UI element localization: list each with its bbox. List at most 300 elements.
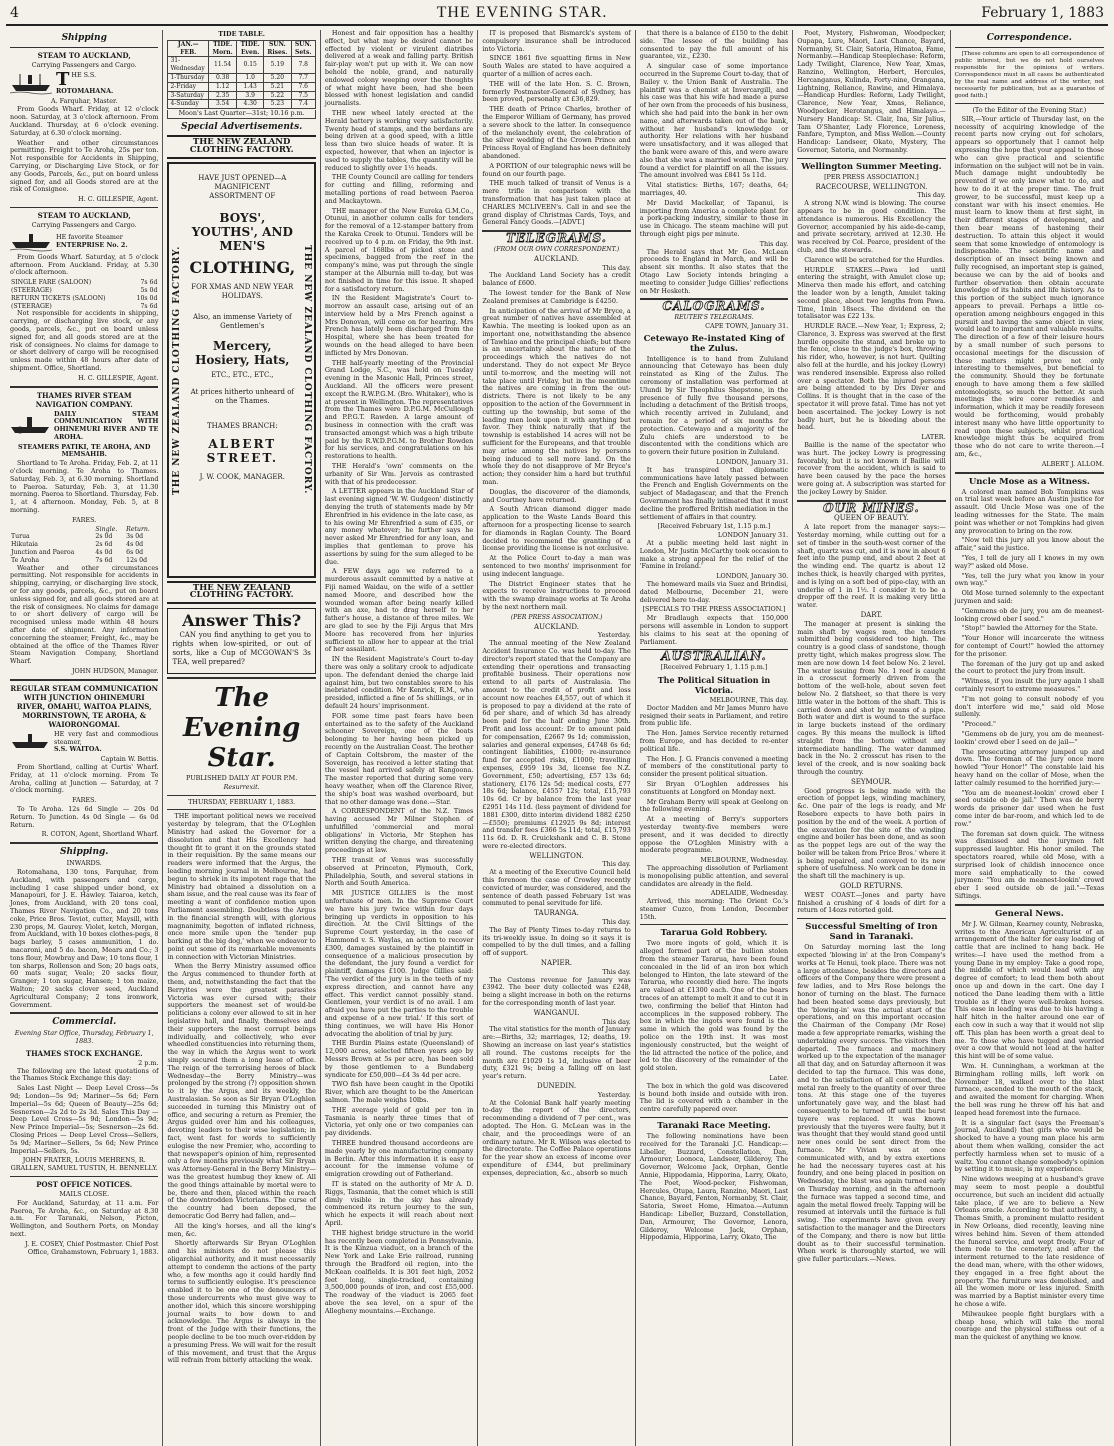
tide-cell: 1-Thursday [168, 73, 209, 82]
tide-cell: 3.9 [237, 91, 264, 100]
fare-row [10, 279, 158, 287]
post-office-sign: J. E. COSEY, Chief Postmaster. Chief Post Office, Grahamstown, February 1, 1883. [25, 1239, 159, 1256]
telegram-paragraph: The lowest tender for the Bank of New Zealand premises at Cambridge is £4250. [482, 288, 631, 305]
editorial-leader [167, 813, 315, 1365]
later-body: The box in which the gold was discovered is bound both inside and outside with iron. The lid is covered with a chamber in the centre carefully papered over. [639, 1081, 789, 1114]
ad3-notice: Weather and other circumstances permitting. Not responsible for accidents in shipping, carrying, or discharging live stock, or for any goods, parcels, &c., put on board unless signed for, and all goods stored are at the risk of consignees. No claims for damage to or short delivery of cargo will be recognised unless made within 48 hours after date of shipment. Any information concerning the steamer, Freight, &c., may be obtained at the office of the Thames River Steam Navigation Company, Shortland Wharf. [10, 563, 159, 666]
ad2-ship-line: HE favorite Steamer [56, 232, 123, 241]
tel-date-wellington: This day. [602, 860, 631, 869]
fare-cell: 6s 0d [126, 549, 144, 557]
wellington-body: At a meeting of the Executive Council held this forenoon the case of Crowley recently convicted of murder, was considered, and the sentence of death passed February 1st was commuted to penal servitude for life. [482, 868, 631, 908]
column-1 [6, 30, 163, 1446]
telegram-paragraph: In anticipation of the arrival of Mr Bryce, a great number of natives have assembled at Kawhia. The meeting is looked upon as an important one, notwithstanding the absence of Tawhiao and the principal chiefs; but there is an uncertainty about the nature of the proceedings which the natives do not understand. They do not expect Mr Bryce until to-morrow, and the meeting will not take place until Friday, but in the meantime the natives are coming in from the out-districts. There is not likely to be any opposition to the action of the Government in cutting up the township, but some of the leading men look upon it with anything but favor. They think naturally that if the township is established 14 acres will not be sufficient for the Europeans, and that trouble may arise among the natives by persons being induced to sell more land. On the whole they do not disapprove of Mr Bryce's action; they consider him a hard but truthful man. [482, 306, 631, 487]
fare-cell: 7s 6d [95, 556, 113, 564]
editorial-paragraph: All the king's horses, and all the king's men, &c. [167, 1221, 316, 1238]
fare-label: (STEERAGE) [11, 302, 52, 310]
reuters: REUTER'S TELEGRAMS. [674, 314, 754, 322]
fare-header-cell: Return. [126, 525, 150, 533]
seymour-header: SEYMOUR. [850, 777, 892, 786]
ad1-title: STEAM TO AUCKLAND, [37, 51, 131, 60]
news-paragraph: Wm. H. Cunningham, a workman at the Birmingham rolling mills, left work on November 18, walked over to the blast furnace, ascended to the mouth of the stack, and awaited the moment for charging. When the bell was rung he threw off his hat and leaped head foremost into the furnace. [954, 1062, 1105, 1117]
news-paragraph: THE Burdin Plains estate (Queensland) of 12,000 acres, selected fifteen years ago by Messrs Brown at 5s per acre, has been sold by those gentlemen to a Bundaberg syndicate for £50,000—£4 3s 4d per acre. [324, 1039, 474, 1079]
telegram-paragraph: At the Police Court to-day a man was sentenced to two months' imprisonment for using indecent language. [482, 554, 631, 578]
issue-date: February 1, 1883 [981, 5, 1104, 21]
tide-cell: 5.22 [264, 91, 291, 100]
telegram-paragraph: A South African diamond digger made application to the Waste Lands Board this afternoon for a prospecting license to search for diamonds in Raglan County. The Board decided to recommend the granting of a license providing the license is not exclusive. [482, 505, 631, 553]
news-paragraph: IN the Resident Magistrate's Court to-morrow an assault case, arising out of an interview held by a Mrs French against a Mrs Donovan, will come on for hearing. Mrs French has lately been discharged from the Hospital, where she has been treated for wounds on the head alleged to have been inflicted by Mrs Donovan. [324, 294, 474, 357]
iron-sand-body: On Saturday morning last the long expected 'blowing in' at the Iron Company's works at Te Henui, took place. There was not a large attendance, besides the directors and officers of the Company there were present a few ladies, and to Mrs Rose belongs the honor of turning on the blast. The furnace had been heated some days previously, but the 'blowing-in' was the actual start of the operations, and on this important occasion the Chairman of the Company (Mr Rose) made a few appropriate remarks, wishing the undertaking every success. The visitors then departed. The furnace and machinery worked up to the expectation of the manager all that day, and on Saturday afternoon it was decided to tap the furnace. This was done, and to the satisfaction of all concerned, the metal ran freely to the quantity of over three tons. At this stage one of the tuyeres unfortunately gave way, and the blast had consequently to be turned off until the burst tuyere was replaced. It was known previously that the tuyeres were faulty, but it was thought that they would stand good until new ones could be sent direct from the furnace. Mr Vivian was at once communicated with, and by extra exertions he had the necessary tuyeres cast at his foundry, and one being placed in position on Wednesday, the blast was again turned early on Thursday morning, and in the afternoon the furnace was tapped a second time, and again the metal flowed freely. Tapping will be resumed at intervals until the furnace is full swing. The experiments have given every satisfaction to the manager and the Directors of the Company, and there is now but little doubt as to their successful termination. When work is thoroughly started, we will give fuller particulars.—News. [797, 943, 946, 1264]
tide-cell: 5.23 [264, 100, 291, 109]
ad1-ship-block [10, 68, 158, 96]
ad1-agent: H. C. GILLESPIE, Agent. [78, 195, 159, 204]
gold-returns-body: WEST COAST.—Jones and party have finished a crushing of 4 loads of dirt for a return of 14ozs retorted gold. [797, 890, 946, 915]
telegram-paragraph: The Auckland Land Society has a credit balance of £600. [482, 271, 631, 288]
answer-title: Answer This? [182, 611, 302, 631]
telegram-paragraph: Sir Bryan O'Loghlen addresses his constituents at Longford on Monday next. [639, 779, 789, 796]
ad1-ship-line: HE S.S. [71, 70, 97, 79]
adelaide-date: ADELAIDE, Wednesday. [710, 889, 789, 898]
fare-header-cell: Single. [95, 525, 118, 533]
tide-header-cell: TIDE. Morn. [209, 40, 237, 57]
melbourne-date: MELBOURNE, This day. [709, 695, 789, 704]
news-paragraph: A LETTER appears in the Auckland Star of last evening signed 'W. W. Gudgeon' distinctly denying the truth of statements made by Mr Ehrenfried in his evidence in the late case, as to his owing Mr Ehrenfried a sum of £35, or any money whatever; he further says he never asked Mr Ehrenfried for any loan, and implies that gentleman to prove his assertions by suing for the sum alleged to be due. [324, 487, 474, 566]
uncle-mose-header: Uncle Mose as a Witness. [968, 476, 1090, 487]
telegrams-body [482, 272, 630, 611]
telegrams-header: TELEGRAMS. [506, 231, 607, 246]
tide-cell: 2.35 [209, 91, 237, 100]
news-paragraph: Vital statistics: Births, 167; deaths, 64; marriages, 40. [639, 181, 789, 197]
news-paragraph: THREE hundred thousand accordeons are made yearly by one manufacturing company in Berlin. After this information it is easy to account for the immense volume of emigration crowding out of Fatherland. [324, 1138, 474, 1179]
calograms-header: CALOGRAMS. [662, 299, 766, 314]
news-paragraph: A singular case of some importance occurred in the Supreme Court to-day, that of Bailey v. the Union Bank of Australia. The plaintiff was a chemist at Invercargill, and his case was that his wife had made a purse of her own from the proceeds of his business, which she had paid into the bank in her own name, and afterwards taken out of the bank, without her husband's knowledge or authority. Her relations with her husband were unsatisfactory, and it was alleged that the bank were aware of this, and were aware also that she was a married woman. The jury found a verdict for plaintiff on all the issues. The amount involved was £841 5s 11d. [639, 62, 789, 180]
tide-cell: 1.12 [209, 82, 237, 91]
news-paragraph: Mr David Mackellar, of Tapanui, is importing from America a complete plant for a pork-packing industry, similar to those in use in Chicago. The steam machine will put through eight pigs per minute. [639, 198, 789, 238]
news-paragraph: IT is stated on the authority of Mr A. D. Riggs, Tasmania, that the comet which is still dimly visible in the sky has already commenced its return journey to the sun, which he expects it will reach about next April. [324, 1179, 474, 1227]
ad4-ship-block [10, 731, 158, 754]
tide-cell: 1.0 [237, 73, 264, 82]
fare-value: 10s 0d [136, 294, 158, 302]
london-body-2: At a public meeting held last night in London, Mr Justin McCarthy took occasion to make a strong appeal for the relief of the 'Famine in Ireland.' [639, 539, 789, 571]
clothing-line5: Mercery, Hosiery, Hats, [195, 338, 290, 367]
ad2-ship-name: ENTERPRISE No. 2. [56, 240, 128, 249]
fare-header-cell [10, 526, 94, 534]
clothing-intro: HAVE JUST OPENED—A MAGNIFICENT ASSORTMENT OF [198, 173, 287, 200]
clothing-line1: BOYS', YOUTHS', AND MEN'S [191, 210, 293, 253]
answer-this-ad [167, 608, 315, 674]
tide-cell: 4.30 [237, 100, 264, 109]
tide-cell: 5.21 [264, 82, 291, 91]
iron-sand-header: Successful Smelting of Iron Sand in Taranaki. [805, 922, 938, 943]
special-ads-header: Special Advertisements. [181, 121, 303, 132]
clothing-side-left: THE NEW ZEALAND CLOTHING FACTORY. [172, 244, 183, 495]
ad4-fares-title: FARES. [72, 796, 97, 805]
ad1-body2: Weather and other circumstances permitting. Freight to Te Aroha, 25s per ton. Not responsible for Accidents in Shipping, Carrying, or Discharging Live Stock, or for any Goods, Parcels, &c., put on board unless signed for, and all Goods stored are at the risk of Consignee. [10, 138, 159, 194]
steamship-icon [10, 73, 52, 95]
news-paragraph: that there is a balance of £150 to the debit side. The lessee of the building has consented to pay the full amount of his guarantee, viz., £230. [639, 30, 789, 61]
clothing-ad-body [187, 164, 297, 576]
ad1-body1: From Goods Wharf. Friday, at 12 o'clock noon. Saturday, at 3 o'clock afternoon. From Auckland. Thursday, at 6 o'clock evening. Saturday, at 6.30 o'clock morning. [10, 105, 159, 137]
news-paragraph: THE manager of the New Eureka G.M.Co., Otunui, in another column calls for tenders for the removal of a 12-stamper battery from the Karaka Creek to Otunui. Tenders will be received up to 4 p.m. on Friday, the 9th inst. A parcel of 168lbs of picked stone and specimens, bagged from the reef in the company's mine, was put through the single stamper at the Alburnia mill to-day, but was not finished in time for this issue. It shaped for a satisfactory return. [324, 206, 474, 293]
news-paragraph: Mr J. W. Gilman, Kearney county, Nebraska, writes to the American Agriculturist of an arrangement of the halter for easy loading of cattle that are inclined to hang back. He writes:—I have used the method from a young Dane in my employ: Take a good rope, the middle of which would lead with any degree of comfort; to lead them both about once up and down in the cart. One day I noticed the Dane leading them with a little trouble as if they were well-broken horses. This ease in leading was due to his having a half hitch in the halter around one ear of each cow in such a way that it would not slip off. This plan has been worth a great deal to me. To those who have tugged and worried over a cow that would not lead at the halter this hint will be of some value. [954, 919, 1105, 1061]
story-paragraph: "Gemmens ob de jury, you am de meanest-looking crowd ober I seed." [954, 606, 1105, 623]
tide-cell: 31-Wednesday [168, 57, 209, 74]
correspondence-header: Correspondence. [986, 33, 1072, 43]
fare-cell: 3s 0d [126, 533, 144, 541]
shipping-header: Shipping. [60, 847, 109, 858]
correspondence-note: [These columns are open to all correspondence of public interest, but we do not hold ourselves responsible for the opinions of writers. Correspondence must in all cases be authenticated by the real name and address of the writer, not necessarily for publication, but as a guarantee of good faith.] [954, 51, 1105, 99]
tide-cell: 5.20 [264, 73, 291, 82]
news-paragraph: IN the Resident Magistrate's Court to-day there was only a solitary crook to adjudicate upon. The defendant denied the charge laid against him, but two constables swore to his inebriated condition. Mr Kenrick, R.M., who presided, inflicted a fine of 5s shillings, or in default 24 hours' imprisonment. [324, 655, 474, 710]
clothing-branch: THAMES BRANCH: [207, 421, 278, 430]
evening-star-title: The Evening Star. [182, 682, 301, 773]
dunedin-body: At the Colonial Bank half yearly meeting to-day the report of the directors, recommending a dividend of 7 per cent., was adopted. The Hon. G. McLean was in the chair, and the proceedings were of an ordinary nature. Mr R. Wilson was elected to the directorate. The Coffee Palace operations for the year show an excess of income over expenditure of £344, but preliminary expenses, depreciation, &c., absorb so much [482, 1098, 631, 1177]
columns [6, 30, 1108, 1446]
race-meeting-cont: Poet, Mystery, Fishwoman, Woodpecker, Oupapa, Lure, Maori, Last Chance, Bayard, Normanby, St. Clair, Satoria, Himatoa, Fame, Normanby.—Handicap Steeplechase: Reform, Lady Twilight, Clarence, New Year, Xmas, Ranzino, Wellington, Herbert, Hercules, Hercanganus, Kulinda, Forty-nine, Orangana, Lightning, Reliance, Rawine, and Himalaya.—Handicap Hurdles: Reform, Lady Twilight, Clarence, New Year, Xmas, Reliance, Woodpecker, Herotangus, and Himalaya.—Nursery Handicap: St. Clair, Ina, Sir Julius, Tam O'Shanter, Lady Florence, Loreness, Fanfare, Tympton, and Miss Wellon.—County Handicap: Landseer, Okato, Mystery, The Governor, Satoria, and Normanby. [797, 30, 946, 154]
ad2-agent: H. C. GILLESPIE, Agent. [78, 373, 159, 382]
news-paragraph: IT is proposed that Bismarck's system of compulsory insurance shall be introduced into Victoria. [482, 30, 631, 53]
news-paragraph: Milwaukee people fight burglars with a cheap hose, which will take the moral courage and the physical stiffness out of a man the quickest of anything we know. [954, 1309, 1105, 1342]
tel-place-auckland: AUCKLAND. [534, 254, 580, 263]
clothing-line2: CLOTHING, [189, 257, 296, 277]
tide-header-cell: JAN.—FEB. [168, 40, 209, 57]
tel-place-dunedin: DUNEDIN. [537, 1082, 577, 1090]
race-meeting-header: Taranaki Race Meeting. [657, 1121, 771, 1132]
clothing-factory-bottom: THE NEW ZEALAND CLOTHING FACTORY. [167, 581, 315, 605]
tide-cell: 3.54 [209, 100, 237, 109]
column-2 [163, 30, 320, 1446]
tel-place-tauranga: TAURANGA. [534, 909, 579, 918]
news-paragraph: THE death of Prince Charles, brother of the Emperor William of Germany, has proved a severe shock to the latter. In consequence of the melancholy event, the celebration of the silver wedding of the Crown Prince and Princess Royal of England has been definitely abandoned. [482, 105, 631, 160]
ad3-body: DAILY STEAM COMMUNICATION WITH OHINEMURI RIVER AND TE AROHA. [54, 409, 159, 441]
ad4-body: From Shortland, calling at Curtis' Wharf. Friday, at 11 o'clock morning. From Te Aroha, calling at Junction — Saturday, at 7 o'clock morning. [10, 762, 159, 795]
tel-date-wanganui: This day. [602, 1017, 631, 1026]
later-body-6: Baillie is the name of the spectator who was hurt. The jockey Lowry is progressing favorably, but it is not known if Baillie will recover from the accident, which is said to have been caused by the pace the horses were going at. A subscription was started for the jockey Lowry by Snider. [797, 441, 946, 496]
news-paragraph: A CORRESPONDENT of the N.Z. Times having accused Mr Milner Stephen of unfulfilled 'commercial and moral obligations' in Victoria, Mr Stephen has written denying the charge, and threatening proceedings at law. [324, 807, 474, 855]
tide-row [168, 100, 315, 109]
herald-para: The Herald says that Mr Geo. McLean proceeds to England in March, and will be absent six months. It also states that the Otago Law Society intends bringing a meeting to consider Judge Gillies' reflections on Mr Hesketh. [639, 247, 789, 295]
fare-cell: Junction and Paeroa [11, 549, 75, 557]
ad2-ship-block [10, 232, 158, 252]
tide-row [168, 73, 315, 82]
story-paragraph: A colored man named Bob Tompkins was on trial last week before an Austin justice for assault. Old Uncle Mose was one of the leading witnesses for the State. The main point was whether or not Tompkins had given any provocation to bring on the row. [954, 487, 1105, 535]
tel-date-2: Yesterday. [597, 631, 631, 640]
column-6 [793, 30, 950, 1446]
uncle-mose-body [955, 489, 1104, 901]
story-paragraph: "You am de meanest-lookin' crowd eber I seed outside ob de jail." Then was de berry words de prisoner dar used when he fust come inter de bar-room, and which led to de row." [954, 788, 1105, 828]
story-paragraph: "I'm not going to consult nobody ef you don't interfere wid me," said old Mose sullenly. [954, 694, 1105, 719]
story-paragraph: "Stop!" bawled the Attorney for the State. [961, 624, 1098, 633]
story-paragraph: "Now tell this jury all you know about the affair," said the justice. [954, 536, 1105, 553]
race-paragraph: A strong N.W. wind is blowing. The course appears to be in good condition. The attendance is numerous. His Excellency the Governor, accompanied by his aide-de-camp, and private secretary, arrived at 12.30. He was received by Col. Pearce, president of the club, and the stewards. [797, 199, 946, 254]
clothing-factory-top: THE NEW ZEALAND CLOTHING FACTORY. [167, 135, 315, 159]
story-paragraph: Old Mose turned solemnly to the expectant jurymen and said: [954, 589, 1105, 606]
fare-value: 7s 6d [140, 279, 158, 287]
london-body-1: It has transpired that diplomatic communications have lately passed between the French and English Governments on the subject of Madagascar, and that the French Government has finally intimated that it must decline the proffered British mediation in the settlement of affairs in that country. [639, 465, 789, 521]
fare-cell: 12s 0d [126, 556, 148, 564]
clothing-line7: At prices hitherto unheard of on the Thames. [190, 387, 295, 405]
tel-place-auckland-2: AUCKLAND. [534, 622, 580, 631]
editorial-date: THURSDAY, FEBRUARY 1, 1883. [188, 797, 296, 806]
tide-row [168, 91, 315, 100]
fare-cell: 2s 6d [95, 541, 113, 549]
news-paragraph: THE highest bridge structure in the world has recently been completed in Pennsylvania. It is the Kinzua viaduct, on a branch of the New York and Lake Erie railroad, running through the Bradford oil region, into the McKean coalfields. It is 301 feet high, 2052 feet long, single-tracked, containing 3,500,000 pounds of iron, and cost £55,000. The roadway of the viaduct is 2065 feet above the sea level, on a spur of the Allegheny mountains.—Exchange. [324, 1228, 474, 1315]
ad3-agent: JOHN HUDSON, Manager. [71, 667, 159, 675]
victoria-body [640, 705, 788, 855]
editorial-paragraph: Shortly afterwards Sir Bryan O'Loghlen and his ministers do not please this oligarchial authority, and it must necessarily attempt to condemn the actions of the party who, a few months ago it could hardly find terms to sufficiently eulogise. It's prescience enabled it to be one of the denouncers of those undercurrents who must give way to another idol, which this sincere worshipping journal waits to bow down to and acknowledge. The Argus is always in the front of the Judge with their functions, the people decline to be too much over-ridden by a presuming Press. We will wait for the result of this movement, and trust that the Argus will refrain from bitterly attacking the weak. [167, 1239, 316, 1365]
ad1-ship-name: ROTOMAHANA. [56, 86, 114, 95]
fare-label: (STEERAGE) [11, 286, 52, 294]
moon-phase: Moon's Last Quarter—31st; 10.16 p.m. [167, 110, 315, 119]
local-news [325, 30, 473, 1316]
news-paragraph: THE half-yearly meeting of the Provincial Grand Lodge, S.C., was held on Tuesday evening in the Masonic Hall, Princes street, Auckland. All the officers were present except the R.W.P.G.M. (Bro. Whitaker), who is at present in Wellington. The representatives from the Thames were D.P.G.M. McCullough and P.P.G.T. Rawden. A large amount of business in connection with the craft was transacted amongst which was a high tribute paid by the R.W.D.P.G.M. to Brother Rowden for his services, and congratulations on his restorations to health. [324, 358, 474, 461]
news-paragraph: Honest and fair opposition has a healthy effect, but what may be desired cannot be effected by violent or virulent diatribes delivered at a weak and falling party. British fair-play won't put up with it. We can now behold the noble, grand, and naturally endowed colony weeping over the thoughts of what might have been, had she been blessed with honest legislation and candid journalists. [324, 30, 474, 108]
napier-body: The Customs revenue for January was £3942. The beer duty collected was £248, being a slight increase in both on the returns for the corresponding month of last year. [482, 975, 631, 1008]
melbourne-body-2: The approaching dissolution of Parliament is monopolising public attention, and several candidates are already in the field. [639, 863, 789, 888]
queen-of-beauty-body: A late report from the manager says:— Yesterday morning, while cutting out for a set of timber in the south-west corner of the shaft, quartz was cut, and it is now in about 6 feet into the pump end, and about 2 feet at the winding end. The quartz is about 12 inches thick, is heavily charged with pyrites, and is lying on a soft bed of pipe-clay, with an underlie of 1 in 1½. I consider it to be a dropper off the reef. It is making very little water. [797, 523, 946, 610]
fare-cell: Turua [11, 533, 30, 541]
telegram-paragraph: The Hon. James Service recently returned from Europe, and has decided to re-enter political life. [639, 729, 789, 753]
ad4-captain: Captain W. Bettis. [100, 755, 159, 764]
race-paragraph: HURDLE STAKES.—Pawa led until entering the straight, with Amulet close up; Minerva then made his effort, and catching the leader won by a length, Amulet taking second place, about two lengths from Pawa. Time, 1min 18secs. The dividend on the totalisator was £22 13s. [797, 265, 946, 321]
tide-cell: 7.5 [291, 91, 315, 100]
newspaper-title: THE EVENING STAR. [436, 4, 608, 21]
tide-row [168, 57, 315, 74]
tide-row [168, 82, 315, 91]
correspondence-to: (To the Editor of the Evening Star.) [972, 106, 1087, 114]
cetewayo-header: Cetewayo Re-instated King of the Zulus. [643, 333, 785, 354]
ad3-ship-block [10, 411, 158, 442]
ad1-master: A. Farquhar, Master. [50, 96, 118, 105]
ad1-dropcap: T [56, 68, 70, 90]
tide-cell: 7.4 [291, 100, 315, 109]
fare-label: RETURN TICKETS (SALOON) [11, 294, 106, 302]
news-paragraph: THE new wheel lately erected at the Herald battery is working very satisfactorily. Twenty head of stamps, and the berdans are being driven at a good speed, with a little less than two sluice heads of water. It is expected, however, that when an injector is used to supply the tables, the quantity will be reduced to slightly over 1½ heads. [324, 108, 474, 172]
dart-header: DART. [860, 610, 883, 619]
fare-cell: 2s 0d [95, 533, 113, 541]
story-paragraph: "Yes, tell the jury what you know in your own way." [954, 571, 1105, 588]
tide-header-cell: SUN. Sets. [291, 40, 315, 57]
tide-cell: 7.8 [291, 57, 315, 74]
tel-place-napier: NAPIER. [540, 959, 573, 968]
clothing-manager: J. W. COOK, MANAGER. [199, 472, 285, 481]
tel-place-wellington: WELLINGTON. [529, 851, 584, 860]
ad2-subtitle: Carrying Passengers and Cargo. [31, 220, 137, 229]
correspondence-body: SIR,—Your article of Thursday last, on the necessity of acquiring knowledge of the recent parts now crying out for scholars, appears so opportunely that I cannot help expressing the hope that your appeal to those who can give practical and scientific information on the subject will not be in vain. Much damage might undoubtedly be prevented if we only knew what to do, and how to do it at the proper time. The fruit grower, to be successful, must keep up a constant war with his insect enemies. He must learn to know them at first sight, in their different stages of development, and then bear means of hastening their destruction. To attain this object it would seem that some knowledge of entomology is indispensable. The scientific name and description of an insect being known and fully recognised, an important step is gained, because we can by the aid of books and further observation then obtain accurate knowledge of its habits and life history. As to this portion of the subject much ignorance appears to prevail. Perhaps a little co-operation among neighbours engaged in this pursuit and having the same object in view, would lead to important and valuable results. The direction of a few of their leisure hours by a small number of such persons to occasional meetings for the discussion of these matters might prove not only interesting to themselves, but beneficial to the community. Should they be fortunate enough to have among them a few skilled entomologists, so much the better. At such meetings the wire corer remedies and information, which it may be readily foreseen would be forthcoming, would probably interest many who have little opportunity to read upon these subjects, whilst practical knowledge might thus be acquired from those who do not care to write thereon.—I am, &c., [954, 114, 1105, 459]
tide-cell: 7.6 [291, 82, 315, 91]
tel-date-napier: This day. [602, 967, 631, 976]
tide-cell: 0.15 [237, 57, 264, 74]
news-paragraph: Nine widows weeping at a husband's grave may seem to most people a doubtful occurrence, but such an incident did actually take place, if we are to believe a New Orleans oracle. According to that authority, a Thomas Smith, a prominent mulatto resident in New Orleans, died recently, leaving nine wives behind him. Seven of them attended the funeral service, and wept freely. Four of them rode to the cemetery, and after the interment returned to the late residence of the dead man, where, with the other widows, they engaged in a free fight about the property. The furniture was demolished, and all the women more or less injured. Smith was married by a Baptist minister every time he chose a wife. [954, 1175, 1105, 1308]
stock-exchange-names: JOHN FRATER, LOUIS MEHRENS, R. GRALLEN, SAMUEL TUSTIN, H. BENNELLY. [10, 1156, 158, 1173]
ad2-notice: Not responsible for accidents in shipping, carrying, or discharging live stock, or any goods, parcels, &c., put on board unless signed for, and all goods stored are at the risk of consignees. No claims for damage to or short delivery of cargo will be recognised unless made within 48 hours after date of shipment. Office, Shortland. [10, 309, 159, 372]
story-paragraph: The foreman sat down quick. The witness was dismissed and the jurymen felt suppressed laughter. His honor smiled. The spectators roared, while old Mose, with a surprised look of childish innocence once more said emphatically to the cowed jurymen: "You am de meanest-lookin' crowd eber I seed outside ob de jail."—Texas Siftings. [954, 829, 1105, 900]
ad3-fare-table [10, 526, 158, 565]
ad3-times: Shortland to Te Aroha. Friday, Feb. 2, at 11 o'clock morning. Te Aroha to Thames. Saturday, Feb. 3, at 6.30 morning. Shortland to Paeroa. Saturday, Feb. 3, at 11.30 morning. Paeroa to Shortland. Thursday, Feb. 1, at 4 afternoon. Monday, Feb. 5, at 8 morning. [10, 459, 159, 515]
stock-exchange-time: 2 p.m. [138, 1058, 159, 1067]
news-paragraph: MR JUSTICE GILLIES is the most unfortunate of men. In the Supreme Court we have his jury twice within four days bringing up verdicts in opposition to his direction. At the Civil Sittings of the Supreme Court yesterday, in the case of Hammond v. S. Waylas, an action to recover £300, damages sustained by the plaintiff in consequence of a malicious prosecution by the defendant, the jury found a verdict for plaintiff, damages £100. Judge Gillies said: 'The verdict of the jury is in the teeth of my express direction, and cannot have any effect. This verdict cannot possibly stand. Gentlemen, your verdict is of no avail. I am afraid you have put the parties to the trouble and expense of a new trial.' If this sort of thing continues, we will have His Honor advocating the abolition of trial by jury. [324, 889, 474, 1038]
race-paragraph: Clarence will be scratched for the Hurdles. [804, 255, 945, 264]
masthead [6, 4, 1108, 26]
news-paragraph: THE County Council are calling for tenders for cutting and filling, reforming and metalling portions of road between Paeroa and Mackaytown. [324, 173, 474, 205]
ad4-ship-line: HE very fast and commodious steamer, [54, 729, 159, 746]
wellington-meeting-header: Wellington Summer Meeting. [801, 161, 942, 172]
stock-exchange-title: THAMES STOCK EXCHANGE. [25, 1048, 143, 1058]
news-paragraph: FOR some time past fears have been entertained as to the safety of the Auckland schooner Sovereign, one of the boats belonging to her having been picked up recently on the Australian Coast. The brother of Captain Coltsbrom, the master of the Sovereign, has received a letter stating that the vessel had arrived safely at Rangoona. The master reported that during some very heavy weather, when off the Clarence River, the ship's boat was washed overboard, but that no other damage was done.—Star. [324, 711, 474, 806]
wanganui-body: The vital statistics for the month of January are:—Births, 32; marriages, 12; deaths, 19. Showing an increase on last year's statistics all round. The customs receipts for the month are £1029 1s 1d, inclusive of beer duty, £321 9s; being a falling off on last year's return. [482, 1025, 631, 1081]
column-4 [478, 30, 635, 1446]
tauranga-body: The Bay of Plenty Times to-day returns to its tri-weekly issue. In doing so it says it is compelled to by the dull times, and a falling off of support. [482, 925, 631, 958]
tide-table [167, 40, 315, 109]
ad2-title: STEAM TO AUCKLAND, [37, 210, 131, 220]
london-body-3: The homeward mails via Suez and Brindisi, dated Melbourne, December 21, were delivered here to-day. [639, 580, 789, 604]
fare-value: 7s 6d [140, 302, 158, 310]
race-meeting-body: The following nominations have been received for the Taranaki J.C. Handicap:— Libeller, Buzzard, Constellation, Dan, Armourer, Loonoca, Landseer, Gilderoy, The Governor, Welcome Jack, Orphan, Gentle Annie, Hippodamia, Hipporina, Larry, Okato, The Poet, Wood-pecker, Fishwoman, Hercules, Otupa, Laura, Ranzino, Maori, Last Chance, Bayard, Fenton, Normanby, St. Clair, Satoria, Sweet Home, Himatoa.—Autumn Handicap: Libeller, Buzzard, Constellation, Dan, Armourer, The Governor, Lenora, Gilderoy, Welcome Jack, Orphan, Hippodamia, Hipporina, Larry, Okato, The [639, 1132, 789, 1242]
steamship-icon [10, 415, 50, 437]
fare-row [10, 533, 158, 541]
fare-row [10, 549, 158, 557]
steamship-icon [10, 732, 50, 752]
london-date-1: LONDON, January 31. [716, 458, 789, 467]
clothing-side-right: THE NEW ZEALAND CLOTHING FACTORY. [302, 244, 313, 495]
section-shipping-header: Shipping [61, 33, 107, 43]
news-paragraph: A PORTION of our telegraphic news will be found on our fourth page. [482, 161, 631, 178]
evening-star-sub: PUBLISHED DAILY AT FOUR P.M. [186, 773, 298, 782]
tararua-body: Two more ingots of gold, which it is alleged formed part of the bullion stolen from the steamer Tararua, have been found concealed in the lid of an iron box which belonged to Hinton, the late steward of the Tararua, who recently died here. The ingots are valued at £1300 each. One of the bears traces of an attempt to melt it and to cut it in two, confirming the belief that Hinton had accomplices in the supposed robbery. The box in which the ingots were found is the same in which the gold was found by the police on the 19th inst. It was most ingeniously constructed, but the weight of the lid attracted the notice of the police, and led to the discovery of the remainder of the gold stolen. [639, 939, 789, 1073]
local-news-cont [482, 30, 630, 227]
shipping-body: Rotomahana, 130 tons, Farquhar, from Auckland, with passengers and cargo, including 1 case shipped under bond, ex Manapouri, for J. E. Hawley. Taiaroa, ketch, Jones, from Auckland, with 20 tons coal, Thames River Navigation Co., and 20 tons coke, Price Bros. Teviot, cutter, Maysill, with 230 props, M. Gaurey. Violet, ketch, Morgan, from Auckland, with 10 boxes clothes-pegs, 8 bags barley, 5 cases ammunition, 1 do. macaroni, and 5 do. bacon, Mears and Co.; 3 tons flour, Mowbray and Daw; 10 tons flour, 1 ton sharps, Rollenson and Son; 20 bags oats, 60 mats sugar, Vealo; 20 sacks flour, Granger; 1 ton sugar, Hansen; 1 ton maize, Walton; 20 sacks clover seed, Auckland Agricultural Company; 2 tons ironwork, Government. [10, 867, 159, 1009]
received-2: [Received February 1, 1.15 p.m.] [660, 663, 768, 672]
fare-value: 5s 0d [140, 286, 158, 294]
tide-table-title: TIDE TABLE. [218, 30, 266, 38]
tel-date-dunedin: Yesterday. [597, 1090, 631, 1099]
fare-row [10, 287, 158, 295]
london-date-3: LONDON, January 30. [716, 572, 789, 581]
ad1-subtitle: Carrying Passengers and Cargo. [31, 61, 137, 69]
bradlaugh-body: Mr Bradlaugh expects that 150,000 persons will assemble in London to support his claims to his seat at the opening of Parliament. [639, 614, 789, 646]
post-office-body: For Auckland, Saturday, at 11 a.m. For Paeroa, Te Aroha, &c., on Saturday at 8.30 a.m. For Taranaki, Nelson, Picton, Wellington, and Southern Ports, on Monday next. [10, 1198, 159, 1239]
news-paragraph: THE will of the late Hon. S. C. Brown, formerly Postmaster-General of Sydney, has been proved, personalty at £36,829. [482, 79, 631, 104]
tide-cell: 4-Sunday [168, 100, 209, 109]
story-paragraph: "Witness, if you insult the jury again I shall certainly resort to extreme measures." [954, 677, 1105, 693]
commercial-office: Evening Star Office, Thursday, February 1, 1883. [14, 1029, 154, 1046]
dart-body: The manager at present is sinking the main shaft by wages men, the tenders submitted being considered too high. The country is a good class of sandstone, though pretty tight, which makes progress slow. The men are now down 14 feet below No. 2 level. The water issuing from No. 1 reef is caught in a crosscut formerly driven from the bottom of the well-hole, about seven feet below No. 2 flatsheet, so that there is very little water in the bottom of the shaft. This is carried down and shot by means of a pipe. Both water and dirt is wound to the surface in large buckets instead of the ordinary cages. By this means the mullock is lifted straight from the bottom without any intermediate handling. The water dammed back in the No. 2 crosscut has risen to the level of the creek, and is now soaking back through the country. [797, 619, 946, 776]
column-3 [321, 30, 478, 1446]
ad4-ship-name: S.S. WAITOA. [54, 745, 102, 754]
cape-date: CAPE TOWN, January 31. [705, 321, 789, 330]
telegram-paragraph: The District Engineer states that he expects to receive instructions to proceed with the swamp drainage works at Te Aroha by the next northern mail. [482, 579, 631, 611]
telegram-paragraph: Douglas, the discoverer of the diamonds, and Courtney have returned. [482, 487, 631, 504]
london-date-2: LONDON January 31. [717, 531, 789, 540]
story-paragraph: "Yes, I tell de jury all I knows in my own way?" asked old Mose. [954, 554, 1105, 570]
press-association: (PER PRESS ASSOCIATION.) [510, 613, 603, 621]
racecourse-date: This day. [917, 191, 946, 200]
clothing-line3: FOR XMAS AND NEW YEAR HOLIDAYS. [191, 282, 294, 300]
telegram-paragraph: Doctor Madden and Mr James Munro have resigned their seats in Parliament, and retire from public life. [639, 703, 789, 728]
tel-date-tauranga: This day. [602, 918, 631, 927]
news-paragraph: SINCE 1861 five squatting firms in New South Wales are stated to have acquired a quarter of a million of acres each. [482, 54, 631, 78]
fare-row [10, 295, 158, 303]
telegram-paragraph: The Hon. J. G. Francis convened a meeting of members of the constitutional party to consider the present political situation. [639, 754, 789, 779]
ad3-title: THAMES RIVER STEAM NAVIGATION COMPANY. [35, 390, 133, 409]
tide-cell: 5.19 [264, 57, 291, 74]
ad2-body: From Goods Wharf. Saturday, at 5 o'clock afternoon. From Auckland. Friday, at 5.30 o'clock afternoon. [10, 252, 159, 277]
editorial-paragraph: THE important political news we received yesterday by telegram, that the O'Loghlen Ministry had asked the Governor for a dissolution and that His Excellency had thought fit to grant it on the grounds stated in their requisition. By the same means our readers were informed that the Argus, the leading morning journal in Melbourne, had begun to shriek in its impotent rage that the Ministry had obtained a dissolution on a sham issue, and the real cause was its fear of meeting a want of confidence motion upon Parliament assembling. Doubtless the Argus in the financial strength will, with glorious magnanimity, begotten of inflated richness, once more smile upon the 'tender pup barking at the big dog,' when we endeavor to point out some of its remarkable movements in connection with Victorian Ministries. [167, 812, 316, 961]
tide-cell: 0.38 [209, 73, 237, 82]
telegram-paragraph: At a meeting of Berry's supporters yesterday twenty-five members were present, and it was decided to directly oppose the O'Loghlen Ministry with a moderate programme. [639, 815, 789, 855]
clothing-factory-ad [167, 162, 315, 578]
fare-cell: 4s 0d [126, 541, 144, 549]
general-news-body [955, 921, 1104, 1342]
ad3-steamers: STEAMERS PATIKI, TE AROHA, AND MEMSAHIB. [17, 442, 151, 459]
tide-cell: 11.54 [209, 57, 237, 74]
tide-cell: 7.7 [291, 73, 315, 82]
received-1: [Received February 1st, 1.15 p.m.] [657, 522, 771, 531]
melbourne-date-2: MELBOURNE, Wednesday. [700, 856, 789, 865]
fare-cell: Hikutaia [11, 541, 38, 549]
telegram-paragraph: Mr Graham Berry will speak at Geelong on the following evening. [639, 797, 789, 814]
tide-cell: 3-Saturday [168, 91, 209, 100]
news-paragraph: THE transit of Venus was successfully observed at Princeton, Plymouth, Cork, Philadelphia, South, and several stations in North and South America. [324, 856, 474, 888]
specials: [SPECIALS TO THE PRESS ASSOCIATION.] [642, 605, 786, 614]
post-office-sub: MAILS CLOSE. [59, 1190, 110, 1199]
clothing-line4: Also, an immense Variety of Gentlemen's [192, 312, 292, 330]
ad4-title: REGULAR STEAM COMMUNICATION WITH JUNCTION OHINEMURI RIVER, OMAHU, WAITOA PLAINS, MORRINSTOWN, TE AROHA, & WAIORONGOMAI. [10, 683, 159, 729]
column-5 [636, 30, 793, 1446]
story-paragraph: The prosecuting attorney jumped up and down. The foreman of the jury once more howled "Your Honor!" The constable laid his heavy hand on the collar of Mose, when the latter calmly resumed to the horrified jury:— [954, 747, 1105, 787]
racecourse-place: RACECOURSE, WELLINGTON. [815, 182, 928, 191]
story-paragraph: "Your Honor will incarcerate the witness for contempt of Court!" howled the attorney for the prisoner. [954, 634, 1105, 658]
news-paragraph: A FEW days ago we referred to a murderous assault committed by a native at Fiji named Waidau, on the wife of a settler named Moore, and described how the wounded woman after being nearly killed with an axe, had to drag herself to her father's house, a distance of three miles. We are glad to see by the Fiji Argus that Mrs Moore has recovered from her injuries sufficient to allow her to appear at the trial of her assailant. [324, 567, 474, 654]
later-label: Later. [769, 1074, 789, 1083]
gold-returns-header: GOLD RETURNS. [839, 882, 903, 891]
post-office-title: POST OFFICE NOTICES. [36, 1180, 133, 1190]
ad4-fares: To Te Aroha. 12s 6d Single — 20s 0d Return. To Junction. 4s 0d Single — 6s 0d Return. [10, 804, 159, 829]
news-paragraph: THE Herald's 'own' comments on the urbanity of Sir Wm. Jervois as contrasted with that of his predecessor. [324, 462, 474, 486]
clothing-line6: ETC., ETC., ETC., [211, 370, 274, 379]
story-paragraph: The foreman of the jury got up and asked the court to protect the jury from insult. [954, 659, 1105, 676]
queen-of-beauty-header: QUEEN OF BEAUTY. [833, 514, 909, 523]
commercial-header: Commercial. [52, 1017, 117, 1028]
fare-cell: Te Aroha [11, 556, 40, 564]
ad4-agent: R. COTON, Agent, Shortland Wharf. [41, 830, 159, 839]
clothing-street: ALBERT STREET. [206, 436, 278, 465]
our-mines-header: OUR MINES. [823, 500, 920, 515]
tararua-header: Tararua Gold Robbery. [660, 928, 768, 939]
press-assoc-6: [PER PRESS ASSOCIATION.] [824, 172, 919, 181]
answer-body: CAN you find anything to get you to rights when low-spirited, or out of sorts, like a Cup of MCGOWAN'S 3s TEA, well prepared? [172, 630, 311, 666]
racecourse-body [797, 200, 945, 432]
page-number: 4 [10, 5, 19, 21]
news-paragraph: TWO fish have been caught in the Opotiki River, which are thought to be the American salmon. The male weighs 10lbs. [324, 1080, 474, 1104]
stock-exchange-intro: The following are the latest quotations of the Thames Stock Exchange this day: [10, 1066, 159, 1083]
shipping-subheader: INWARDS. [66, 859, 102, 868]
tide-cell: 2-Friday [168, 82, 209, 91]
accident-insurance [482, 640, 630, 851]
news-paragraph: It is a singular fact (says the Freeman's Journal, Auckland) that girls who would be shocked to have a young man place his arm about them when walking, consider the act perfectly harmless when set to music of a waltz. You cannot change somebody's opinion by setting it to music, is my experience. [954, 1118, 1105, 1174]
cetewayo-body: Intelligence is to hand from Zululand announcing that Cetewayo has been duly reinstated as King of the Zulus. The ceremony of installation was performed at Ulundi by Sir Theophilus Shepstone, in the presence of fully five thousand persons, including a detachment of the British troops, which recently arrived in Zululand, and remain for a period of six months for protection. Cetewayo and a majority of the Zulu chiefs are understood to be discontented with the conditions which are to govern their future position in Zululand. [639, 354, 789, 457]
story-paragraph: "Gemmens ob de jury, you am de meanest-lookin' crowd eber I seed on de jail—" [954, 729, 1105, 746]
dunedin-cont [640, 30, 788, 239]
tel-date-1: This day. [602, 263, 631, 272]
news-paragraph: THE average yield of gold per ton in Tasmania is nearly three times that of Victoria, yet only one or two companies can pay dividends. [324, 1105, 474, 1138]
news-paragraph: THE much talked of transit of Venus is a mere trifle in comparison with the transformation that has just taken place at CHARLES MCLIVEEN's. Call in and see the grand display of Christmas Cards, Toys, and General Fancy Goods.—[ADVT.] [482, 179, 631, 227]
ad3-fares-title: FARES. [72, 515, 97, 524]
column-7 [951, 30, 1108, 1446]
story-paragraph: "Proceed." [961, 720, 996, 729]
race-paragraph: HURDLE RACE.—New Year, 1; Express, 2; Clarence, 3. Express was swerved at the first hurdle opposite the stand, and broke up to the fence, close to the judge's box, throwing his rider, who, however, is not hurt. Quilting also fell at the hurdle, and his jockey (Lowry) was rendered insensible. Express also rolled over a spectator. Both the injured persons are being attended to by Drs Diver and Collins. It is thought that in the case of the spectator it will prove fatal. Time has not yet been ascertained. The jockey Lowry is not badly hurt, but he is bleeding about the head. [797, 322, 946, 432]
adelaide-body: Arrived, this morning: The Orient Co.'s steamer Cuzco, from London, December 15th. [639, 897, 789, 921]
fare-header-row [10, 526, 158, 534]
